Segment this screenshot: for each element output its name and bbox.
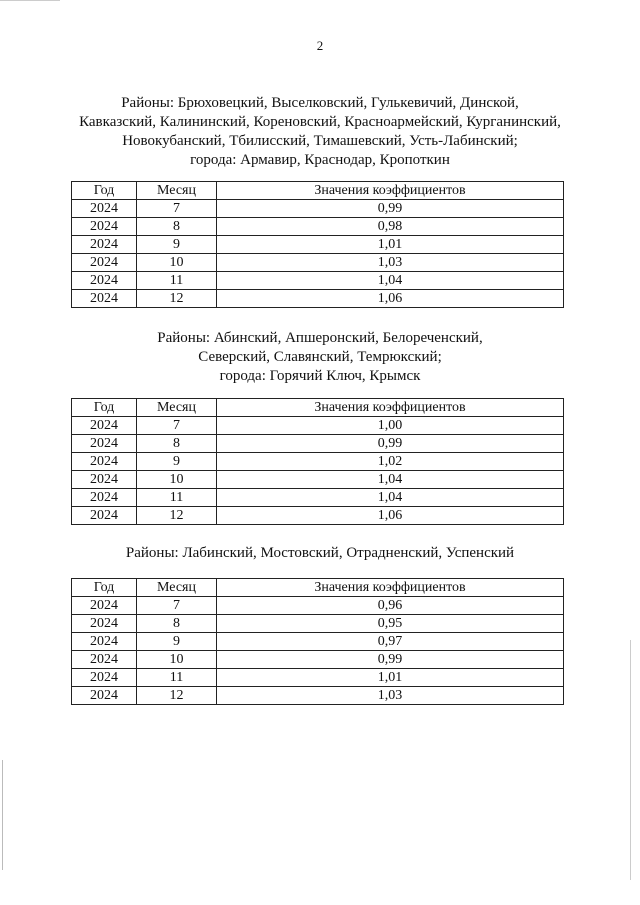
heading-line: города: Армавир, Краснодар, Кропоткин	[190, 152, 450, 168]
value-cell: 0,99	[217, 200, 564, 218]
column-header-value: Значения коэффициентов	[217, 579, 564, 597]
heading-line: Северский, Славянский, Темрюкский;	[198, 349, 442, 365]
month-cell: 11	[137, 272, 217, 290]
table-row	[72, 633, 564, 651]
heading-line: Новокубанский, Тбилисский, Тимашевский, Усть-Лабинский;	[122, 133, 518, 149]
year-cell: 2024	[72, 651, 137, 669]
heading-line: Кавказский, Калининский, Кореновский, Красноармейский, Курганинский,	[79, 114, 561, 130]
column-header-year: Год	[72, 182, 137, 200]
table-row	[72, 453, 564, 471]
value-cell: 0,96	[217, 597, 564, 615]
column-header-year: Год	[72, 579, 137, 597]
year-cell: 2024	[72, 687, 137, 705]
month-cell: 7	[137, 417, 217, 435]
value-cell: 1,06	[217, 507, 564, 525]
year-cell: 2024	[72, 272, 137, 290]
column-header-month: Месяц	[137, 579, 217, 597]
section-2-table	[71, 398, 564, 525]
month-cell: 7	[137, 597, 217, 615]
value-cell: 1,04	[217, 471, 564, 489]
value-cell: 0,97	[217, 633, 564, 651]
year-cell: 2024	[72, 218, 137, 236]
year-cell: 2024	[72, 200, 137, 218]
table-row	[72, 218, 564, 236]
year-cell: 2024	[72, 507, 137, 525]
year-cell: 2024	[72, 290, 137, 308]
table-row	[72, 615, 564, 633]
month-cell: 11	[137, 669, 217, 687]
heading-line: Районы: Абинский, Апшеронский, Белореченский,	[157, 330, 483, 346]
value-cell: 0,98	[217, 218, 564, 236]
value-cell: 1,02	[217, 453, 564, 471]
month-cell: 12	[137, 507, 217, 525]
section-2-heading	[40, 329, 600, 386]
value-cell: 1,01	[217, 669, 564, 687]
year-cell: 2024	[72, 453, 137, 471]
value-cell: 0,95	[217, 615, 564, 633]
scan-edge-left	[2, 760, 3, 870]
column-header-year: Год	[72, 399, 137, 417]
table-row	[72, 489, 564, 507]
value-cell: 1,04	[217, 272, 564, 290]
value-cell: 1,03	[217, 254, 564, 272]
month-cell: 12	[137, 687, 217, 705]
year-cell: 2024	[72, 471, 137, 489]
value-cell: 1,01	[217, 236, 564, 254]
month-cell: 10	[137, 471, 217, 489]
month-cell: 11	[137, 489, 217, 507]
month-cell: 12	[137, 290, 217, 308]
table-row	[72, 507, 564, 525]
value-cell: 1,00	[217, 417, 564, 435]
table-row	[72, 435, 564, 453]
year-cell: 2024	[72, 236, 137, 254]
year-cell: 2024	[72, 489, 137, 507]
heading-line: города: Горячий Ключ, Крымск	[219, 368, 421, 384]
section-1-table	[71, 181, 564, 308]
value-cell: 1,03	[217, 687, 564, 705]
month-cell: 8	[137, 435, 217, 453]
column-header-month: Месяц	[137, 399, 217, 417]
section-1-heading	[40, 94, 600, 170]
section-3-heading	[40, 544, 600, 563]
section-3-table	[71, 578, 564, 705]
heading-line: Районы: Лабинский, Мостовский, Отрадненский, Успенский	[125, 545, 515, 561]
table-row	[72, 200, 564, 218]
table-row	[72, 597, 564, 615]
month-cell: 9	[137, 453, 217, 471]
table-row	[72, 272, 564, 290]
month-cell: 10	[137, 651, 217, 669]
table-row	[72, 290, 564, 308]
table-row	[72, 236, 564, 254]
scan-edge-right	[630, 640, 631, 880]
month-cell: 8	[137, 218, 217, 236]
column-header-value: Значения коэффициентов	[217, 182, 564, 200]
table-header-row	[72, 399, 564, 417]
year-cell: 2024	[72, 417, 137, 435]
month-cell: 8	[137, 615, 217, 633]
year-cell: 2024	[72, 615, 137, 633]
month-cell: 7	[137, 200, 217, 218]
value-cell: 0,99	[217, 651, 564, 669]
heading-line: Районы: Брюховецкий, Выселковский, Гулькевичий, Динской,	[121, 95, 519, 111]
column-header-month: Месяц	[137, 182, 217, 200]
table-row	[72, 254, 564, 272]
table-row	[72, 687, 564, 705]
month-cell: 10	[137, 254, 217, 272]
value-cell: 1,06	[217, 290, 564, 308]
year-cell: 2024	[72, 669, 137, 687]
page-number: 2	[316, 38, 324, 53]
scan-edge-top	[0, 0, 60, 1]
month-cell: 9	[137, 633, 217, 651]
table-header-row	[72, 182, 564, 200]
table-row	[72, 651, 564, 669]
table-row	[72, 417, 564, 435]
year-cell: 2024	[72, 633, 137, 651]
value-cell: 0,99	[217, 435, 564, 453]
year-cell: 2024	[72, 254, 137, 272]
year-cell: 2024	[72, 435, 137, 453]
value-cell: 1,04	[217, 489, 564, 507]
table-header-row	[72, 579, 564, 597]
table-row	[72, 471, 564, 489]
year-cell: 2024	[72, 597, 137, 615]
column-header-value: Значения коэффициентов	[217, 399, 564, 417]
table-row	[72, 669, 564, 687]
month-cell: 9	[137, 236, 217, 254]
